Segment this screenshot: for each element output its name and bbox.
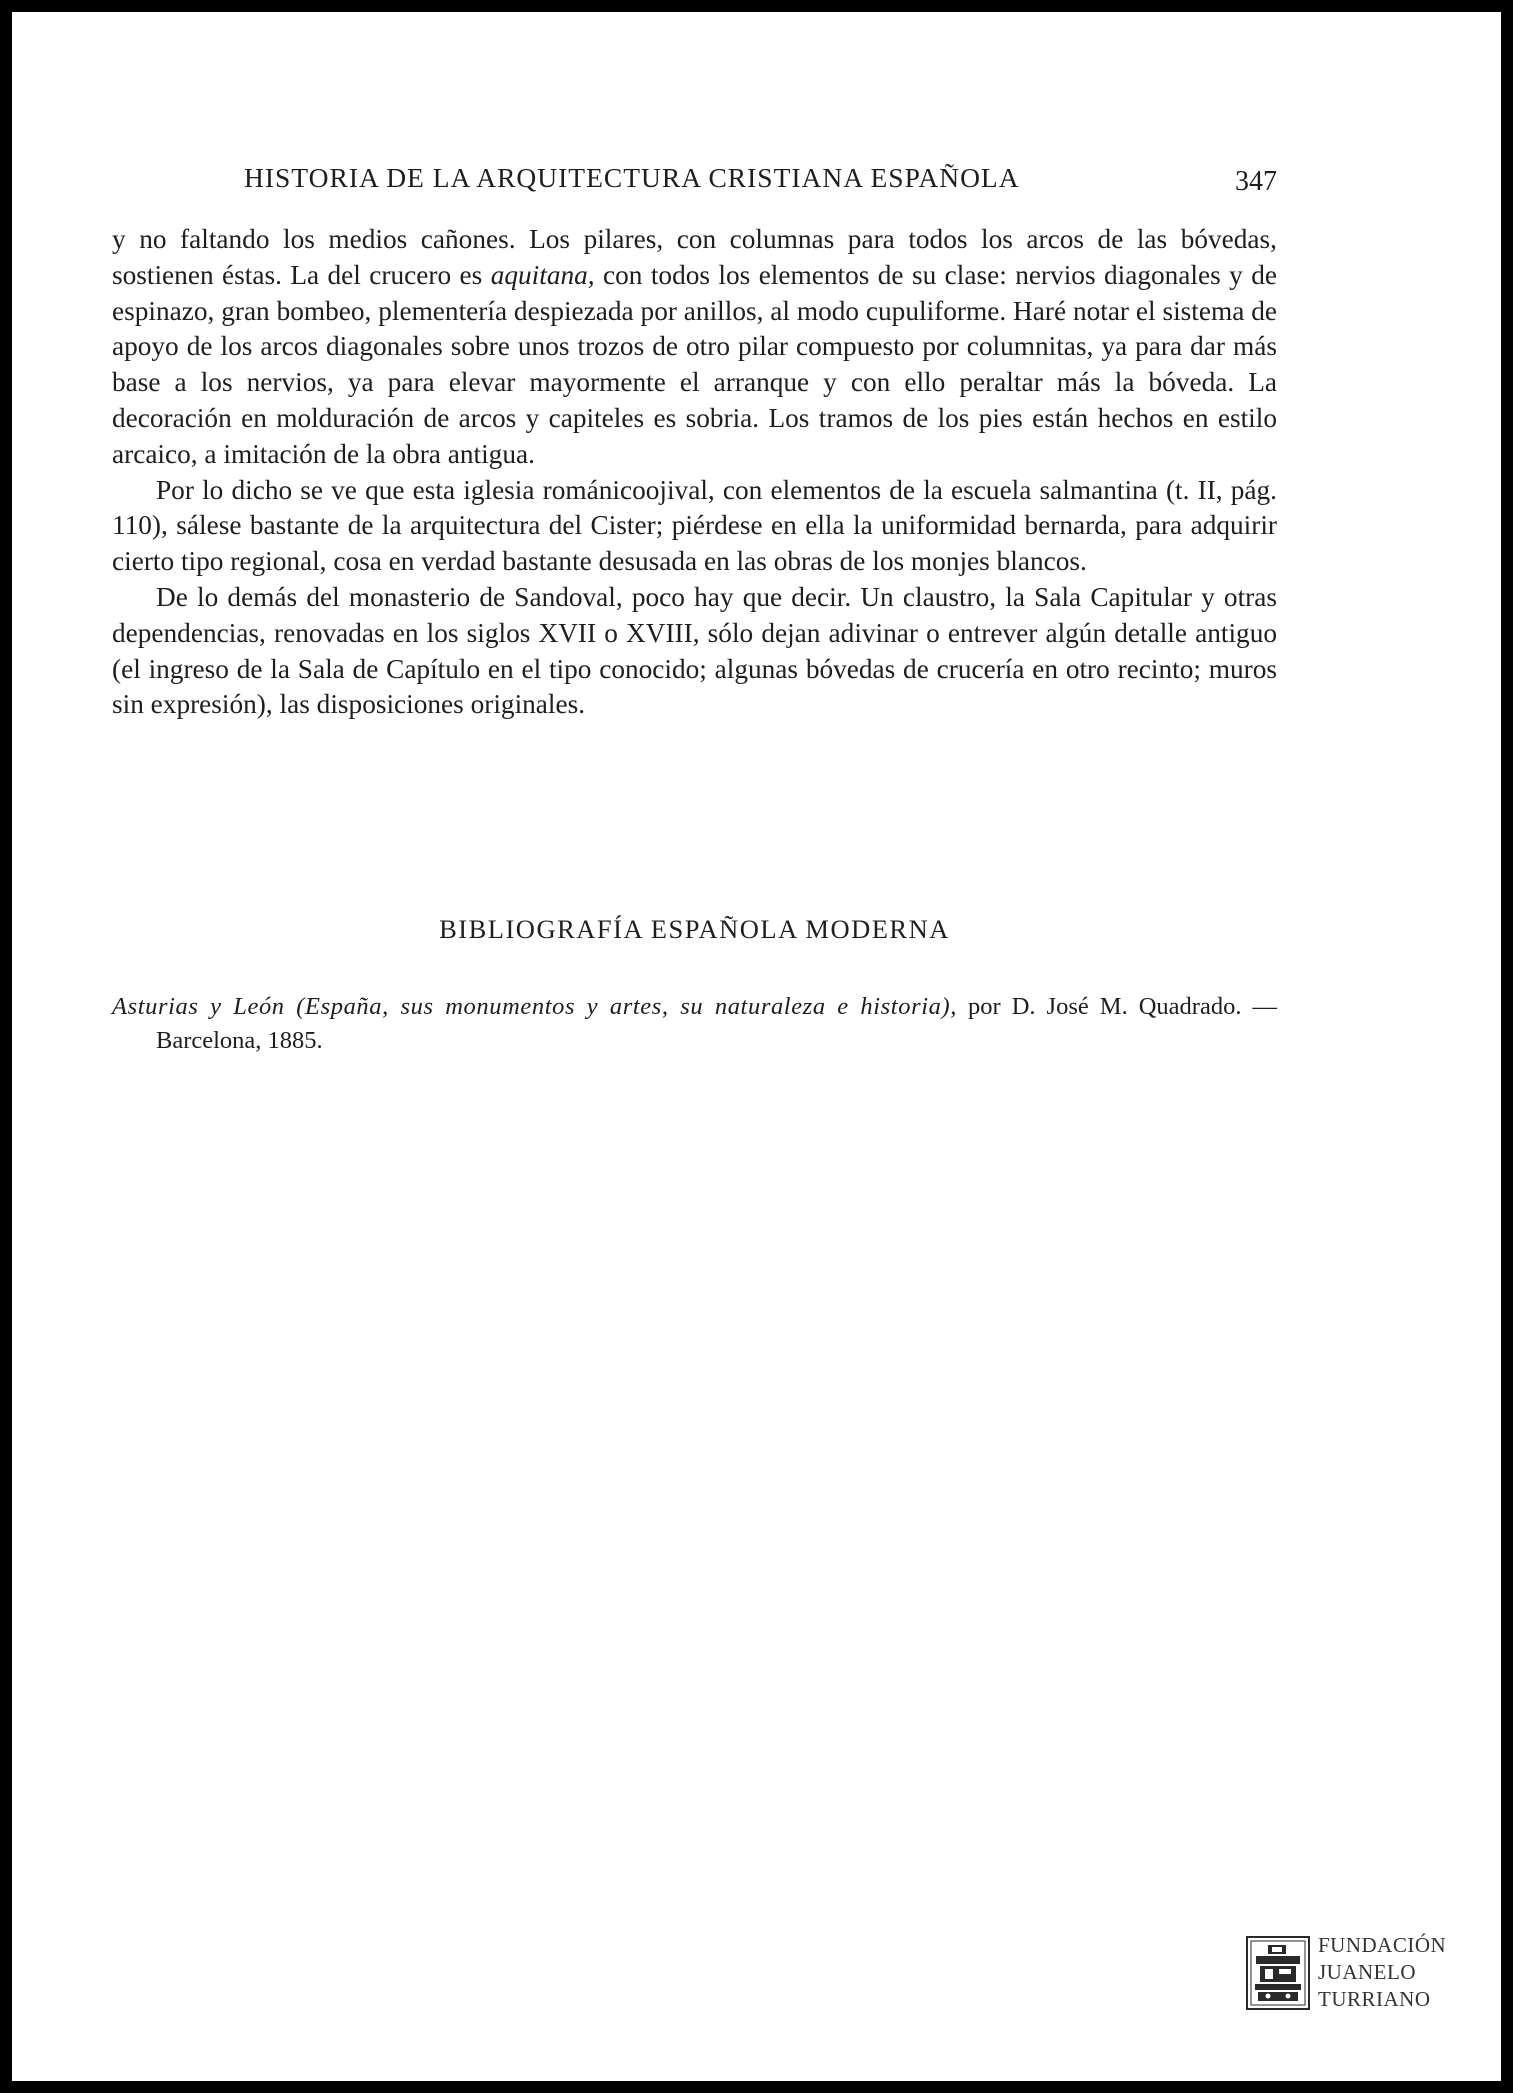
foundation-stamp xyxy=(1246,1932,1474,2016)
bibliography-entry-title: Asturias y León (España, sus monumentos y artes, su naturaleza e historia), xyxy=(112,993,957,1020)
bibliography-entry xyxy=(112,990,1277,1058)
section-heading: BIBLIOGRAFÍA ESPAÑOLA MODERNA xyxy=(439,914,950,944)
page-number: 347 xyxy=(1235,166,1277,197)
running-head xyxy=(232,162,1277,202)
paragraph-3: De lo demás del monasterio de Sandoval, poco hay que decir. Un claustro, la Sala Capitular y otras dependencias, renovadas en los siglos XVII o XVIII, sólo dejan adivinar o entrever algún detalle antiguo (el ingreso de la Sala de Capítulo en el tipo conocido; algunas bóvedas de crucería en otro recinto; muros sin expresión), las disposiciones originales. xyxy=(112,581,1277,720)
paragraph-2: Por lo dicho se ve que esta iglesia románicoojival, con elementos de la escuela salmantina (t. II, pág. 110), sálese bastante de la arquitectura del Cister; piérdese en ella la uniformidad bernarda, para adquirir cierto tipo regional, cosa en verdad bastante desusada en las obras de los monjes blancos. xyxy=(112,474,1277,577)
paragraph-1-italic: aquitana, xyxy=(490,259,595,290)
running-title: HISTORIA DE LA ARQUITECTURA CRISTIANA ESPAÑOLA xyxy=(244,162,1020,193)
paragraph-1-text-a: y no faltando los medios cañones. Los pilares, con columnas para todos los arcos de las bóvedas, sostienen éstas. La del crucero es xyxy=(112,224,1277,290)
body-text xyxy=(112,222,1277,723)
paragraph-1 xyxy=(112,222,1277,473)
stamp-line-2: JUANELO xyxy=(1318,1960,1416,1984)
stamp-line-3: TURRIANO xyxy=(1318,1987,1431,2011)
bibliography-entry-details: por D. José M. Quadrado. — Barcelona, 1885. xyxy=(156,993,1278,1054)
paragraph-1-text-b: con todos los elementos de su clase: nervios diagonales y de espinazo, gran bombeo, plementería despiezada por anillos, al modo cupuliforme. Haré notar el sistema de apoyo de los arcos diagonales sobre unos trozos de otro pilar compuesto por columnitas, ya para dar más base a los nervios, ya para elevar mayormente el arranque y con ello peraltar más la bóveda. La decoración en molduración de arcos y capiteles es sobria. Los tramos de los pies están hechos en estilo arcaico, a imitación de la obra antigua. xyxy=(112,259,1277,469)
document-page xyxy=(12,12,1501,2081)
stamp-text xyxy=(1318,1932,1446,2013)
juanelo-turriano-emblem-icon xyxy=(1246,1936,1310,2010)
stamp-line-1: FUNDACIÓN xyxy=(1318,1933,1447,1957)
